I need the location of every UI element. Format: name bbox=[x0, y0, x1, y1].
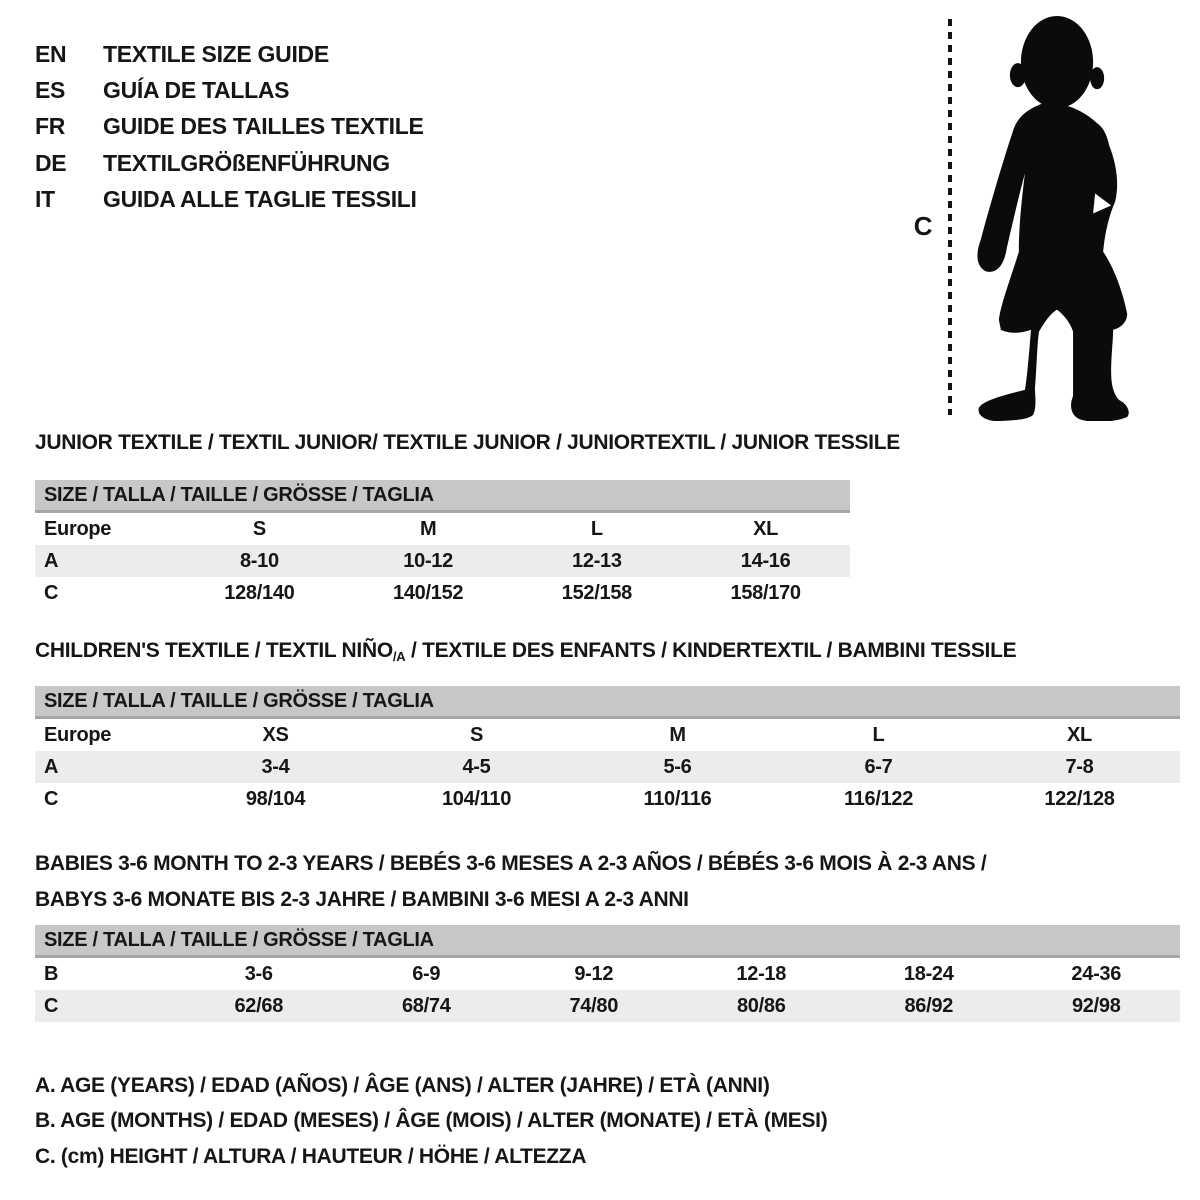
cell: 24-36 bbox=[1071, 962, 1122, 985]
cell: XL bbox=[753, 517, 779, 540]
height-measure-line bbox=[948, 19, 952, 415]
cell: S bbox=[469, 723, 484, 746]
junior-table-header: SIZE / TALLA / TAILLE / GRÖSSE / TAGLIA bbox=[35, 480, 850, 513]
lang-title: GUÍA DE TALLAS bbox=[103, 77, 290, 104]
cell: 152/158 bbox=[561, 581, 632, 604]
row-label: A bbox=[44, 755, 59, 778]
junior-size-table bbox=[35, 480, 850, 609]
height-measure-label: C bbox=[913, 211, 933, 241]
cell: L bbox=[872, 723, 885, 746]
cell: 98/104 bbox=[245, 787, 306, 810]
table-row bbox=[35, 990, 1180, 1022]
toddler-silhouette-icon bbox=[966, 15, 1142, 421]
cell: 6-7 bbox=[864, 755, 893, 778]
cell: 18-24 bbox=[903, 962, 954, 985]
babies-heading-line1: BABIES 3-6 MONTH TO 2-3 YEARS / BEBÉS 3-6 MESES A 2-3 AÑOS / BÉBÉS 3-6 MOIS À 2-3 ANS / bbox=[35, 852, 987, 875]
cell: 3-4 bbox=[261, 755, 290, 778]
legend-height-cm: C. (cm) HEIGHT / ALTURA / HAUTEUR / HÖHE / ALTEZZA bbox=[35, 1144, 587, 1168]
lang-code: ES bbox=[35, 77, 66, 104]
lang-code: IT bbox=[35, 186, 55, 213]
cell: 74/80 bbox=[569, 994, 619, 1017]
cell: 68/74 bbox=[401, 994, 451, 1017]
babies-section-heading bbox=[35, 846, 986, 918]
row-label: Europe bbox=[44, 723, 112, 746]
children-section-heading bbox=[35, 639, 1016, 664]
row-label: C bbox=[44, 787, 59, 810]
cell: 14-16 bbox=[740, 549, 791, 572]
row-label: C bbox=[44, 581, 59, 604]
children-size-table bbox=[35, 686, 1180, 815]
children-heading-pre: CHILDREN'S TEXTILE / TEXTIL NIÑO bbox=[35, 639, 393, 662]
cell: 92/98 bbox=[1071, 994, 1121, 1017]
cell: 122/128 bbox=[1044, 787, 1115, 810]
lang-code: EN bbox=[35, 40, 67, 67]
cell: 62/68 bbox=[234, 994, 284, 1017]
cell: 10-12 bbox=[403, 549, 453, 572]
lang-row-it bbox=[35, 182, 424, 218]
babies-size-table bbox=[35, 925, 1180, 1022]
cell: S bbox=[252, 517, 266, 540]
cell: M bbox=[669, 723, 686, 746]
cell: 158/170 bbox=[730, 581, 801, 604]
babies-heading-line2: BABYS 3-6 MONATE BIS 2-3 JAHRE / BAMBINI 3-6 MESI A 2-3 ANNI bbox=[35, 888, 689, 911]
cell: 116/122 bbox=[843, 787, 914, 810]
cell: 4-5 bbox=[462, 755, 491, 778]
cell: 7-8 bbox=[1065, 755, 1094, 778]
table-row bbox=[35, 577, 850, 609]
lang-row-de bbox=[35, 145, 424, 181]
cell: 8-10 bbox=[239, 549, 279, 572]
legend-block bbox=[35, 1068, 827, 1175]
cell: 140/152 bbox=[393, 581, 464, 604]
lang-title: TEXTILE SIZE GUIDE bbox=[103, 40, 329, 67]
table-row bbox=[35, 751, 1180, 783]
cell: 3-6 bbox=[244, 962, 273, 985]
cell: 6-9 bbox=[412, 962, 441, 985]
cell: 110/116 bbox=[643, 787, 712, 810]
table-row bbox=[35, 719, 1180, 751]
cell: 104/110 bbox=[441, 787, 512, 810]
table-row bbox=[35, 783, 1180, 815]
row-label: Europe bbox=[44, 517, 112, 540]
children-heading-post: / TEXTILE DES ENFANTS / KINDERTEXTIL / BAMBINI TESSILE bbox=[405, 639, 1017, 662]
row-label: B bbox=[44, 962, 59, 985]
lang-title: TEXTILGRÖßENFÜHRUNG bbox=[103, 149, 390, 176]
lang-code: DE bbox=[35, 149, 67, 176]
cell: 80/86 bbox=[736, 994, 786, 1017]
lang-title: GUIDA ALLE TAGLIE TESSILI bbox=[103, 186, 417, 213]
row-label: C bbox=[44, 994, 59, 1017]
cell: 12-13 bbox=[572, 549, 622, 572]
cell: 86/92 bbox=[904, 994, 954, 1017]
cell: XS bbox=[262, 723, 289, 746]
lang-code: FR bbox=[35, 113, 66, 140]
babies-table-header: SIZE / TALLA / TAILLE / GRÖSSE / TAGLIA bbox=[35, 925, 1180, 958]
cell: 12-18 bbox=[736, 962, 787, 985]
children-table-header: SIZE / TALLA / TAILLE / GRÖSSE / TAGLIA bbox=[35, 686, 1180, 719]
junior-section-heading: JUNIOR TEXTILE / TEXTIL JUNIOR/ TEXTILE JUNIOR / JUNIORTEXTIL / JUNIOR TESSILE bbox=[35, 431, 900, 454]
lang-row-es bbox=[35, 72, 424, 108]
table-row bbox=[35, 958, 1180, 990]
cell: XL bbox=[1067, 723, 1092, 746]
lang-row-en bbox=[35, 36, 424, 72]
cell: 5-6 bbox=[663, 755, 692, 778]
cell: L bbox=[590, 517, 603, 540]
row-label: A bbox=[44, 549, 59, 572]
lang-title: GUIDE DES TAILLES TEXTILE bbox=[103, 113, 424, 140]
cell: 9-12 bbox=[574, 962, 614, 985]
cell: 128/140 bbox=[224, 581, 295, 604]
children-heading-sub: /A bbox=[392, 649, 406, 664]
legend-age-months: B. AGE (MONTHS) / EDAD (MESES) / ÂGE (MOIS) / ALTER (MONATE) / ETÀ (MESI) bbox=[35, 1109, 828, 1133]
language-title-block bbox=[35, 36, 424, 218]
legend-age-years: A. AGE (YEARS) / EDAD (AÑOS) / ÂGE (ANS) / ALTER (JAHRE) / ETÀ (ANNI) bbox=[35, 1073, 770, 1097]
table-row bbox=[35, 545, 850, 577]
table-row bbox=[35, 513, 850, 545]
cell: M bbox=[419, 517, 437, 540]
lang-row-fr bbox=[35, 109, 424, 145]
